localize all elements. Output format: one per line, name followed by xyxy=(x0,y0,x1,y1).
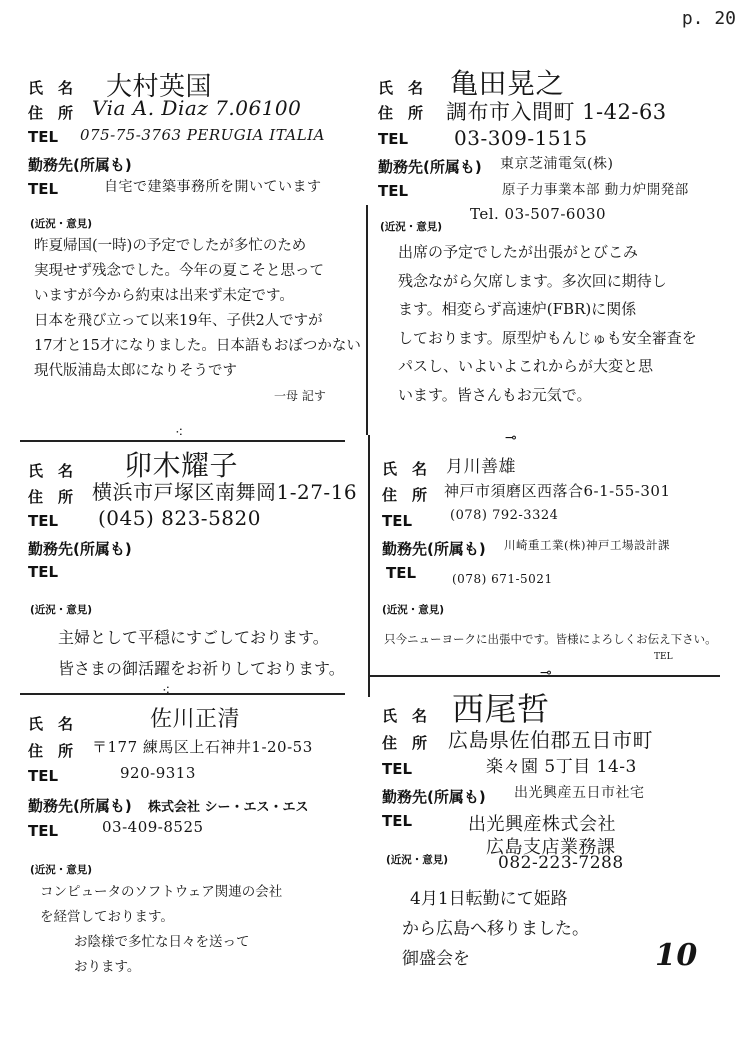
comment-line: しております。原型炉もんじゅも安全審査を xyxy=(398,328,697,347)
comment-line: お陰様で多忙な日々を送って xyxy=(74,934,250,950)
recent-label: (近況・意見) xyxy=(30,604,93,616)
affiliation-value: 東京芝浦電気(株) xyxy=(500,156,614,172)
work-tel-value: Tel. 03-507-6030 xyxy=(470,205,607,223)
name-label: 氏 名 xyxy=(382,460,428,478)
address-label: 住 所 xyxy=(378,104,424,122)
signature: 一母 記す xyxy=(274,389,326,403)
comment-line: 17才と15才になりました。日本語もおぼつかない xyxy=(34,338,361,354)
comment-line: 現代版浦島太郎になりそうです xyxy=(34,363,237,379)
work-tel-extra-value: 082-223-7288 xyxy=(498,853,624,873)
address-value: 〒177 練馬区上石神井1-20-53 xyxy=(92,738,313,756)
recent-label: (近況・意見) xyxy=(30,218,93,230)
address-value: 調布市入間町 1-42-63 xyxy=(446,100,667,124)
comment-line: おります。 xyxy=(74,959,141,975)
name-label: 氏 名 xyxy=(378,79,424,97)
affiliation-value: 川崎重工業(株)神戸工場設計課 xyxy=(504,538,670,552)
address-value: 広島県佐伯郡五日市町 xyxy=(448,728,653,752)
affiliation-label: 勤務先(所属も) xyxy=(28,156,132,174)
address-label: 住 所 xyxy=(28,104,74,122)
recent-label: (近況・意見) xyxy=(380,221,443,233)
affiliation-value: 出光興産株式会社 xyxy=(468,814,616,835)
address-label: 住 所 xyxy=(28,742,74,760)
comment-block xyxy=(40,880,282,980)
tel-label: TEL xyxy=(382,512,413,530)
work-tel-label: TEL xyxy=(378,182,409,200)
work-tel-label: TEL xyxy=(28,822,59,840)
tel-label: TEL xyxy=(28,512,59,530)
address-label: 住 所 xyxy=(382,486,428,504)
work-tel-value: 広島支店業務課 xyxy=(486,837,616,858)
column-divider xyxy=(366,205,368,435)
name-value: 大村英国 xyxy=(106,72,213,102)
comment-block xyxy=(402,884,589,974)
comment-line: を経営しております。 xyxy=(40,909,174,925)
tel-value: (078) 792-3324 xyxy=(450,508,559,523)
comment-line: 御盛会を xyxy=(402,949,470,969)
name-value: 亀田晃之 xyxy=(450,67,565,100)
comment-line: 日本を飛び立って以来19年、子供2人ですが xyxy=(34,313,323,329)
recent-label: (近況・意見) xyxy=(30,864,93,876)
affiliation-label: 勤務先(所属も) xyxy=(28,797,132,815)
column-divider xyxy=(368,435,370,697)
work-tel-value: 03-409-8525 xyxy=(102,818,204,836)
comment-line: 皆さまの御活躍をお祈りしております。 xyxy=(58,659,345,678)
tel-value: 075-75-3763 PERUGIA ITALIA xyxy=(80,126,325,144)
name-label: 氏 名 xyxy=(28,715,74,733)
recent-label: (近況・意見) xyxy=(386,854,449,866)
comment-block xyxy=(398,238,697,409)
work-tel-label: TEL xyxy=(386,564,417,582)
name-value: 西尾哲 xyxy=(452,690,550,728)
page-number: p. 20 xyxy=(681,8,736,29)
comment-line: 4月1日転勤にて姫路 xyxy=(410,889,568,909)
row-divider xyxy=(20,693,345,695)
address-label: 住 所 xyxy=(382,734,428,752)
affiliation-value: 株式会社 シー・エス・エス xyxy=(148,800,309,815)
affiliation-label: 勤務先(所属も) xyxy=(382,540,486,558)
name-value: 卯木耀子 xyxy=(124,449,239,482)
arrow-ornament-icon: ⊸ xyxy=(505,430,517,446)
work-tel-value: (078) 671-5021 xyxy=(452,572,553,586)
comment-line: 只今ニューヨークに出張中です。皆様によろしくお伝え下さい。 xyxy=(384,632,717,646)
tel-value: 03-309-1515 xyxy=(454,126,588,150)
ring-ornament-icon: ⊸ xyxy=(540,665,552,681)
name-value: 月川善雄 xyxy=(446,457,516,477)
affiliation-label: 勤務先(所属も) xyxy=(28,540,132,558)
work-tel-value: 自宅で建築事務所を開いています xyxy=(104,179,322,195)
tel-value: (045) 823-5820 xyxy=(98,506,261,530)
work-tel-label: TEL xyxy=(382,812,413,830)
club-ornament-icon: ⁖ xyxy=(175,425,184,441)
comment-line: TEL xyxy=(654,652,673,662)
comment-line: いますが今から約束は出来ず未定です。 xyxy=(34,288,294,304)
affiliation-label: 勤務先(所属も) xyxy=(378,158,482,176)
tel-value: 出光興産五日市社宅 xyxy=(514,785,645,801)
affiliation-label: 勤務先(所属も) xyxy=(382,788,486,806)
work-tel-label: TEL xyxy=(28,563,59,581)
comment-line: 主婦として平穏にすごしております。 xyxy=(58,628,329,647)
tel-label: TEL xyxy=(382,760,413,778)
tel-label: TEL xyxy=(28,767,59,785)
name-label: 氏 名 xyxy=(28,462,74,480)
tel-value: 920-9313 xyxy=(120,764,196,782)
address-line-2: 楽々園 5丁目 14-3 xyxy=(486,757,637,777)
recent-label: (近況・意見) xyxy=(382,604,445,616)
page-stamp-number: 10 xyxy=(655,938,698,973)
work-tel-label: TEL xyxy=(28,180,59,198)
address-value: Via A. Diaz 7.06100 xyxy=(92,96,302,120)
comment-line: います。皆さんもお元気で。 xyxy=(398,385,592,404)
name-value: 佐川正清 xyxy=(150,707,241,732)
comment-line: 実現せず残念でした。今年の夏こそと思って xyxy=(34,263,324,279)
comment-line: ます。相変らず高速炉(FBR)に関係 xyxy=(398,300,637,318)
tel-label: TEL xyxy=(378,130,409,148)
comment-line: パスし、いよいよこれからが大変と思 xyxy=(398,357,654,375)
tel-label: TEL xyxy=(28,128,59,146)
comment-line: 出席の予定でしたが出張がとびこみ xyxy=(398,243,639,261)
address-value: 横浜市戸塚区南舞岡1-27-16 xyxy=(92,480,358,504)
comment-block xyxy=(34,234,361,409)
comment-block xyxy=(58,622,345,684)
work-dept-value: 原子力事業本部 動力炉開発部 xyxy=(502,182,689,198)
comment-block xyxy=(384,630,717,666)
address-value: 神戸市須磨区西落合6-1-55-301 xyxy=(444,482,671,500)
club-ornament-icon: ⁖ xyxy=(162,683,171,699)
comment-line: 残念ながら欠席します。多次回に期待し xyxy=(398,271,667,290)
name-label: 氏 名 xyxy=(382,707,428,725)
comment-line: 昨夏帰国(一時)の予定でしたが多忙のため xyxy=(34,238,307,254)
address-label: 住 所 xyxy=(28,488,74,506)
name-label: 氏 名 xyxy=(28,79,74,97)
comment-line: から広島へ移りました。 xyxy=(402,919,589,939)
comment-line: コンピュータのソフトウェア関連の会社 xyxy=(40,884,283,900)
